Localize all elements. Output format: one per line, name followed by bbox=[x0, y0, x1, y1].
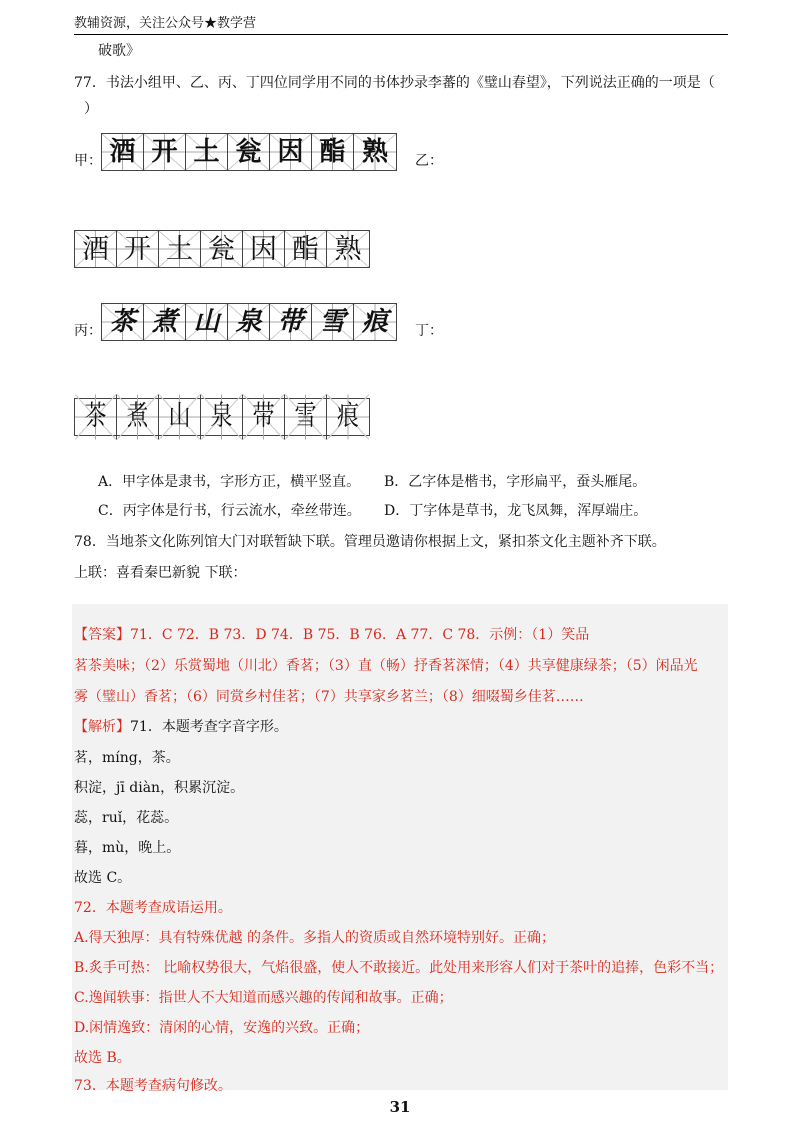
calligraphy-char: 土 bbox=[193, 137, 220, 167]
calligraphy-cell bbox=[270, 304, 312, 340]
calligraphy-char: 茶 bbox=[84, 400, 107, 432]
calligraphy-cell bbox=[327, 395, 369, 440]
answer-values: 71．C 72．B 73．D 74．B 75．B 76．A 77．C 78．示例：（1）笑品 bbox=[130, 627, 590, 643]
calligraphy-char: 泉 bbox=[235, 307, 262, 336]
page-number: 31 bbox=[389, 1098, 411, 1116]
analysis-line9: B.炙手可热： 比喻权势很大，气焰很盛，使人不敢接近。此处用来形容人们对于茶叶的追捧，色彩不当； bbox=[74, 960, 724, 976]
calligraphy-char: 土 bbox=[166, 233, 193, 264]
analysis-line2: 茗，míng，茶。 bbox=[74, 750, 180, 766]
analysis-line10: C.逸闻轶事：指世人不大知道而感兴趣的传闻和故事。正确； bbox=[74, 990, 453, 1006]
analysis-line6: 故选 C。 bbox=[74, 870, 132, 886]
calligraphy-cell bbox=[144, 134, 186, 170]
calligraphy-cell bbox=[186, 134, 228, 170]
q78-stem: 78．当地茶文化陈列馆大门对联暂缺下联。管理员邀请你根据上文，紧扣茶文化主题补齐下联。 bbox=[74, 534, 666, 550]
label-ding: 丁： bbox=[415, 323, 443, 339]
calligraphy-cell bbox=[327, 231, 369, 267]
calligraphy-cell bbox=[312, 134, 354, 170]
calligraphy-char: 熟 bbox=[334, 233, 362, 264]
calligraphy-row-yi bbox=[74, 230, 370, 268]
analysis-line1 bbox=[74, 716, 288, 736]
analysis-text: 71．本题考查字音字形。 bbox=[130, 719, 288, 735]
calligraphy-char: 酯 bbox=[319, 137, 346, 167]
page-header: 教辅资源，关注公众号★教学营 bbox=[74, 12, 728, 35]
q77-stem-line2: ） bbox=[84, 101, 98, 117]
option-c: C．丙字体是行书，行云流水，牵丝带连。 bbox=[98, 503, 361, 519]
calligraphy-row-jia bbox=[101, 133, 397, 171]
calligraphy-char: 山 bbox=[193, 307, 220, 336]
calligraphy-char: 瓮 bbox=[235, 137, 262, 167]
answer-line2: 茗茶美味；（2）乐赏蜀地（川北）香茗；（3）直（畅）抒香茗深情；（4）共享健康绿茶；（5）闲品光 bbox=[74, 658, 698, 674]
calligraphy-cell bbox=[201, 395, 243, 440]
calligraphy-cell bbox=[186, 304, 228, 340]
label-bing: 丙： bbox=[74, 323, 102, 339]
calligraphy-row-bing bbox=[101, 303, 397, 341]
q77-stem-line1: 77．书法小组甲、乙、丙、丁四位同学用不同的书体抄录李蕃的《璧山春望》，下列说法正确的一项是（ bbox=[74, 75, 715, 91]
calligraphy-cell bbox=[159, 395, 201, 440]
calligraphy-cell bbox=[159, 231, 201, 267]
calligraphy-char: 酒 bbox=[109, 137, 136, 167]
label-yi: 乙： bbox=[415, 153, 443, 169]
calligraphy-cell bbox=[102, 304, 144, 340]
calligraphy-cell bbox=[201, 231, 243, 267]
calligraphy-cell bbox=[144, 304, 186, 340]
analysis-label: 【解析】 bbox=[74, 719, 130, 735]
analysis-line11: D.闲情逸致：清闲的心情，安逸的兴致。正确； bbox=[74, 1020, 370, 1036]
analysis-line7: 72．本题考查成语运用。 bbox=[74, 900, 232, 916]
analysis-line13: 73．本题考查病句修改。 bbox=[74, 1078, 232, 1094]
calligraphy-cell bbox=[117, 395, 159, 440]
analysis-line4: 蕊，ruǐ，花蕊。 bbox=[74, 810, 179, 826]
calligraphy-char: 熟 bbox=[361, 137, 388, 167]
calligraphy-char: 瓮 bbox=[208, 233, 235, 264]
calligraphy-char: 开 bbox=[124, 233, 151, 264]
calligraphy-char: 带 bbox=[252, 400, 275, 432]
calligraphy-row-ding bbox=[74, 398, 370, 436]
calligraphy-char: 山 bbox=[168, 400, 191, 432]
calligraphy-cell bbox=[75, 395, 117, 440]
label-jia: 甲： bbox=[74, 153, 102, 169]
calligraphy-char: 雪 bbox=[294, 400, 317, 432]
analysis-line8: A.得天独厚：具有特殊优越 的条件。多指人的资质或自然环境特别好。正确； bbox=[74, 930, 556, 946]
calligraphy-char: 煮 bbox=[126, 400, 149, 432]
calligraphy-cell bbox=[285, 231, 327, 267]
calligraphy-char: 酒 bbox=[82, 233, 109, 264]
calligraphy-char: 带 bbox=[277, 307, 304, 336]
calligraphy-cell bbox=[228, 304, 270, 340]
calligraphy-char: 痕 bbox=[336, 400, 359, 432]
answer-line1 bbox=[74, 624, 589, 644]
answer-label: 【答案】 bbox=[74, 627, 130, 643]
calligraphy-char: 因 bbox=[277, 137, 304, 167]
previous-text-tail: 破歌》 bbox=[98, 43, 140, 59]
calligraphy-char: 酯 bbox=[292, 233, 319, 264]
calligraphy-cell bbox=[117, 231, 159, 267]
calligraphy-char: 因 bbox=[250, 233, 277, 264]
calligraphy-cell bbox=[228, 134, 270, 170]
calligraphy-cell bbox=[285, 395, 327, 440]
option-b: B．乙字体是楷书，字形扁平，蚕头雁尾。 bbox=[384, 474, 647, 490]
calligraphy-cell bbox=[312, 304, 354, 340]
analysis-line5: 暮，mù，晚上。 bbox=[74, 840, 181, 856]
calligraphy-cell bbox=[102, 134, 144, 170]
calligraphy-char: 茶 bbox=[109, 307, 136, 336]
calligraphy-cell bbox=[354, 304, 396, 340]
analysis-line3: 积淀，jī diàn，积累沉淀。 bbox=[74, 780, 245, 796]
option-a: A．甲字体是隶书，字形方正，横平竖直。 bbox=[98, 474, 361, 490]
calligraphy-cell bbox=[75, 231, 117, 267]
answer-line3: 雾（璧山）香茗；（6）同赏乡村佳茗；（7）共享家乡茗兰；（8）细啜蜀乡佳茗…… bbox=[74, 689, 584, 705]
calligraphy-char: 泉 bbox=[210, 400, 233, 432]
calligraphy-cell bbox=[243, 395, 285, 440]
calligraphy-char: 痕 bbox=[361, 307, 388, 336]
option-d: D．丁字体是草书，龙飞凤舞，浑厚端庄。 bbox=[384, 503, 648, 519]
calligraphy-cell bbox=[243, 231, 285, 267]
calligraphy-cell bbox=[354, 134, 396, 170]
calligraphy-char: 煮 bbox=[151, 307, 178, 336]
analysis-line12: 故选 B。 bbox=[74, 1050, 131, 1066]
calligraphy-char: 雪 bbox=[319, 307, 346, 336]
q78-couplet: 上联：喜看秦巴新貌 下联： bbox=[74, 565, 247, 581]
calligraphy-char: 开 bbox=[151, 137, 178, 167]
calligraphy-cell bbox=[270, 134, 312, 170]
